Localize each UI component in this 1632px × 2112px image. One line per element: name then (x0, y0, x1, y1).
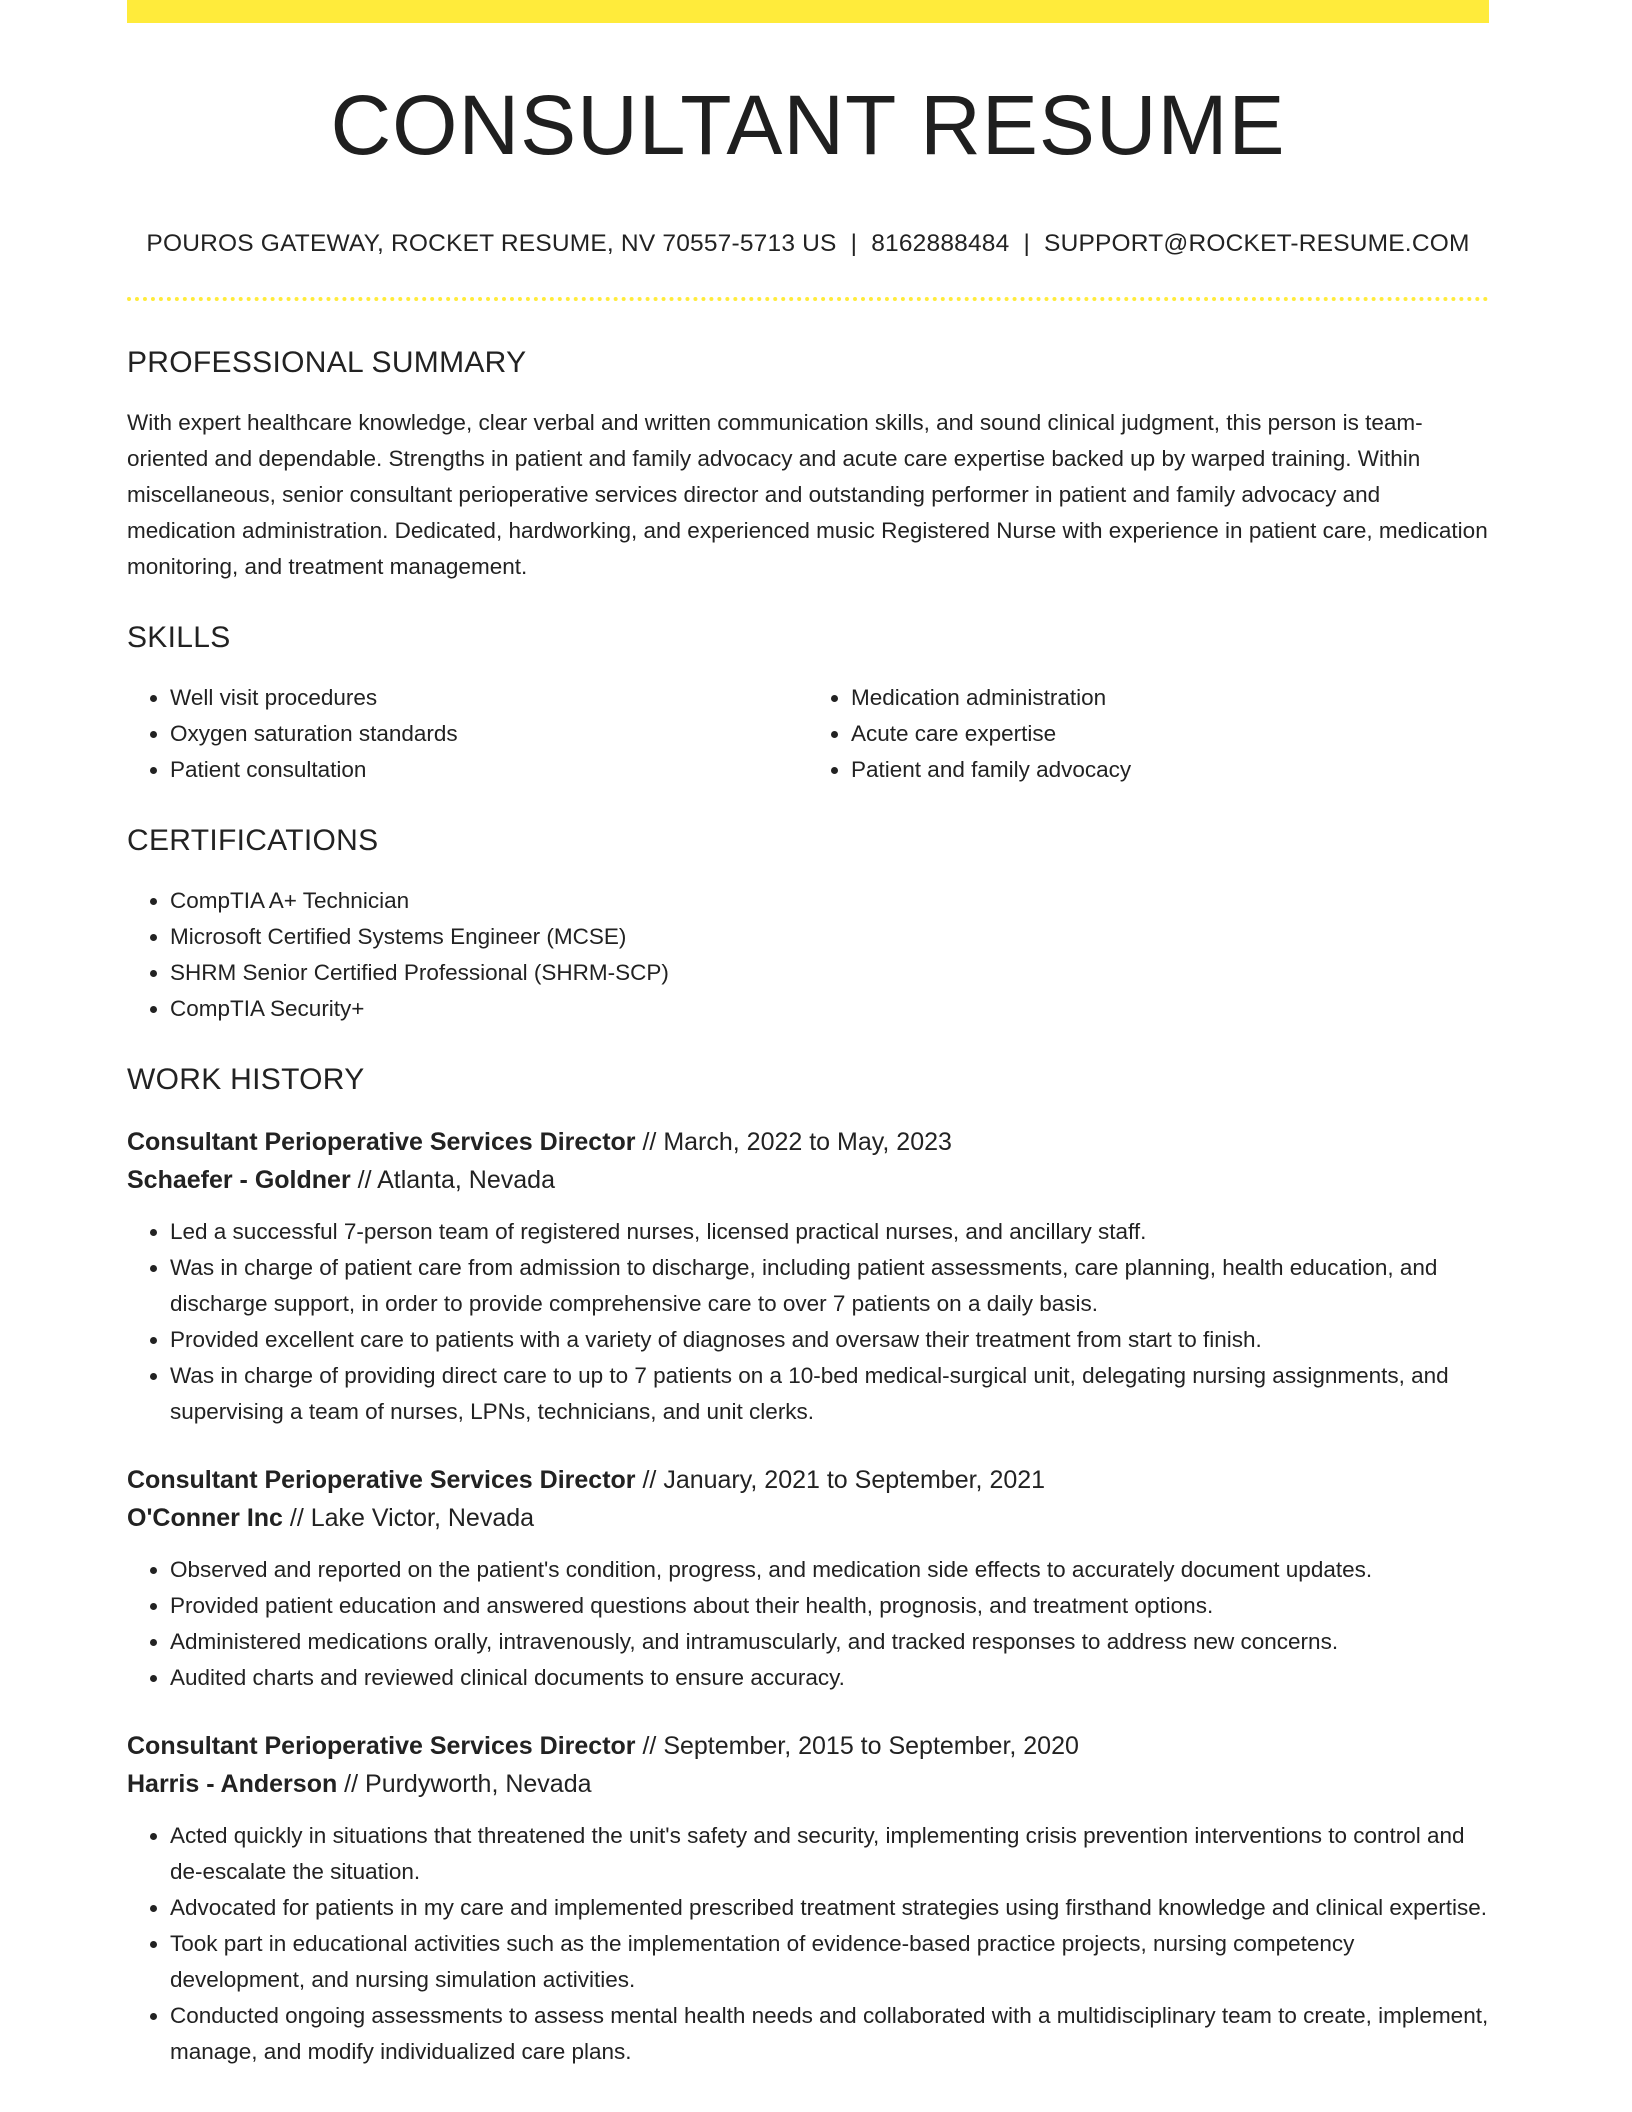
skill-item: • Acute care expertise (851, 716, 1489, 752)
job-bullet: • Administered medications orally, intravenously, and intramuscularly, and tracked responses to address new concerns. (170, 1624, 1489, 1660)
skills-heading: SKILLS (127, 620, 231, 654)
job-bullet: • Audited charts and reviewed clinical documents to ensure accuracy. (170, 1660, 1489, 1696)
contact-separator: | (850, 230, 858, 257)
job-bullet: • Led a successful 7-person team of registered nurses, licensed practical nurses, and ancillary staff. (170, 1214, 1489, 1250)
skills-list (127, 680, 1489, 788)
job-title-line (127, 1123, 1489, 1161)
skill-item: • Medication administration (851, 680, 1489, 716)
job-bullets (127, 1214, 1489, 1430)
job-location: // Purdyworth, Nevada (337, 1769, 592, 1798)
skill-item: • Well visit procedures (170, 680, 808, 716)
contact-line (127, 232, 1489, 257)
resume-title: CONSULTANT RESUME (330, 78, 1286, 172)
job-entry (127, 1727, 1489, 2070)
job-company: Schaefer - Goldner (127, 1165, 351, 1194)
job-entry (127, 1123, 1489, 1430)
job-bullet: • Was in charge of providing direct care to up to 7 patients on a 10-bed medical-surgical unit, delegating nursing assignments, and supervising a team of nurses, LPNs, technicians, and unit clerks. (170, 1358, 1489, 1430)
job-bullet: • Conducted ongoing assessments to assess mental health needs and collaborated with a multidisciplinary team to create, implement, manage, and modify individualized care plans. (170, 1998, 1489, 2070)
summary-heading: PROFESSIONAL SUMMARY (127, 345, 527, 379)
job-bullets (127, 1552, 1489, 1696)
dotted-divider (127, 297, 1489, 301)
contact-address: POUROS GATEWAY, ROCKET RESUME, NV 70557-5713 US (146, 230, 837, 257)
job-bullet: • Provided excellent care to patients with a variety of diagnoses and oversaw their treatment from start to finish. (170, 1322, 1489, 1358)
job-bullet: • Observed and reported on the patient's condition, progress, and medication side effects to accurately document updates. (170, 1552, 1489, 1588)
job-location: // Lake Victor, Nevada (282, 1503, 535, 1532)
certification-item: • SHRM Senior Certified Professional (SHRM-SCP) (170, 955, 1489, 991)
job-bullet: • Provided patient education and answered questions about their health, prognosis, and treatment options. (170, 1588, 1489, 1624)
certification-item: • CompTIA A+ Technician (170, 883, 1489, 919)
job-title: Consultant Perioperative Services Director (127, 1731, 636, 1760)
job-company: Harris - Anderson (127, 1769, 338, 1798)
contact-email[interactable]: SUPPORT@ROCKET-RESUME.COM (1044, 230, 1470, 257)
skills-column-right (808, 680, 1489, 788)
skills-column-left (127, 680, 808, 788)
job-bullet: • Advocated for patients in my care and implemented prescribed treatment strategies using firsthand knowledge and clinical expertise. (170, 1890, 1489, 1926)
accent-top-bar (127, 0, 1489, 23)
certifications-heading: CERTIFICATIONS (127, 823, 379, 857)
job-bullet: • Acted quickly in situations that threatened the unit's safety and security, implementing crisis prevention interventions to control and de-escalate the situation. (170, 1818, 1489, 1890)
contact-phone: 8162888484 (871, 230, 1010, 257)
work-history-heading: WORK HISTORY (127, 1062, 365, 1096)
skill-item: • Patient and family advocacy (851, 752, 1489, 788)
certification-item: • Microsoft Certified Systems Engineer (MCSE) (170, 919, 1489, 955)
job-title-line (127, 1461, 1489, 1499)
job-title: Consultant Perioperative Services Director (127, 1465, 636, 1494)
resume-page (127, 0, 1489, 2070)
summary-text: With expert healthcare knowledge, clear verbal and written communication skills, and sound clinical judgment, this person is team-oriented and dependable. Strengths in patient and family advocacy and acute care expertise backed up by warped training. Within miscellaneous, senior consultant perioperative services director and outstanding performer in patient and family advocacy and medication administration. Dedicated, hardworking, and experienced music Registered Nurse with experience in patient care, medication monitoring, and treatment management. (127, 409, 1488, 579)
certifications-list (127, 883, 1489, 1027)
job-company: O'Conner Inc (127, 1503, 283, 1532)
job-dates: // September, 2015 to September, 2020 (635, 1731, 1079, 1760)
certification-item: • CompTIA Security+ (170, 991, 1489, 1027)
contact-separator: | (1023, 230, 1031, 257)
job-dates: // January, 2021 to September, 2021 (635, 1465, 1046, 1494)
job-company-line (127, 1161, 1489, 1199)
job-bullets (127, 1818, 1489, 2070)
job-company-line (127, 1765, 1489, 1803)
job-bullet: • Took part in educational activities such as the implementation of evidence-based practice projects, nursing competency development, and nursing simulation activities. (170, 1926, 1489, 1998)
job-title: Consultant Perioperative Services Director (127, 1127, 636, 1156)
skill-item: • Patient consultation (170, 752, 808, 788)
job-dates: // March, 2022 to May, 2023 (635, 1127, 952, 1156)
skill-item: • Oxygen saturation standards (170, 716, 808, 752)
job-location: // Atlanta, Nevada (350, 1165, 555, 1194)
job-title-line (127, 1727, 1489, 1765)
job-company-line (127, 1499, 1489, 1537)
job-bullet: • Was in charge of patient care from admission to discharge, including patient assessments, care planning, health education, and discharge support, in order to provide comprehensive care to over 7 patients on a daily basis. (170, 1250, 1489, 1322)
job-entry (127, 1461, 1489, 1696)
